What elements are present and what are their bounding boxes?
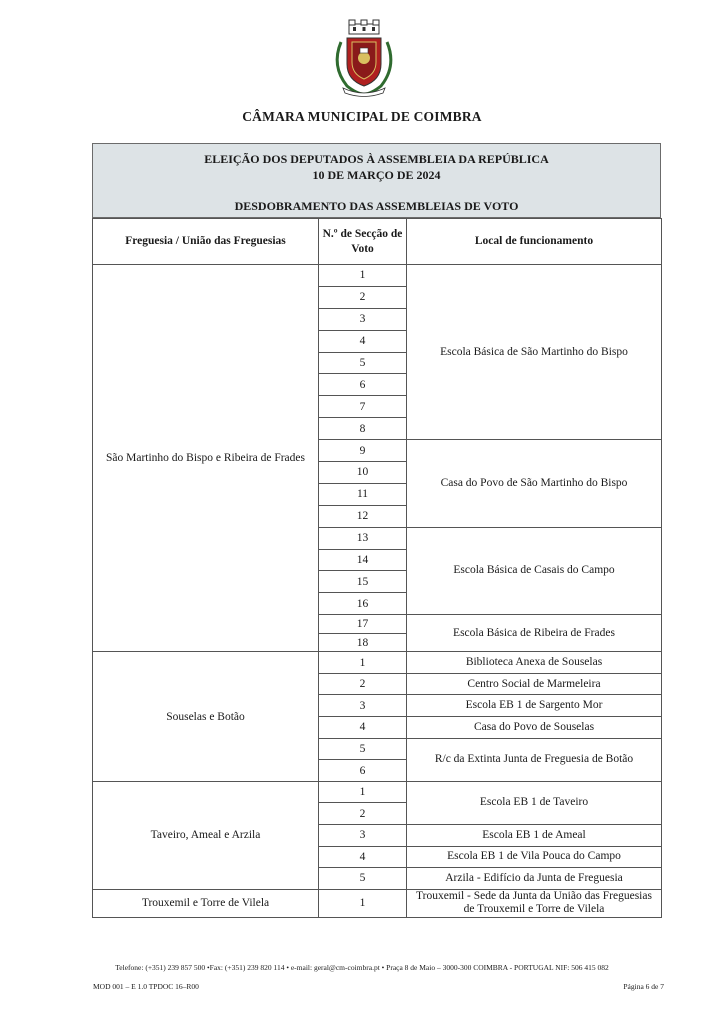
- section-number-cell: 18: [319, 633, 407, 652]
- freguesia-cell: Trouxemil e Torre de Vilela: [93, 889, 319, 917]
- column-header-freguesia: Freguesia / União das Freguesias: [93, 219, 319, 265]
- section-number-cell: 6: [319, 374, 407, 396]
- section-number-cell: 6: [319, 760, 407, 782]
- footer-contact: Telefone: (+351) 239 857 500 •Fax: (+351) 239 820 114 • e-mail: geral@cm-coimbra.pt • Praça 8 de Maio – 3000-300 COIMBRA - PORTUGAL NIF: 506 415 082: [115, 963, 609, 972]
- location-cell: R/c da Extinta Junta de Freguesia de Botão: [407, 738, 662, 781]
- polling-stations-table: [92, 218, 662, 918]
- section-number-cell: 1: [319, 652, 407, 674]
- table-body: [93, 265, 662, 918]
- freguesia-cell: São Martinho do Bispo e Ribeira de Frades: [93, 265, 319, 652]
- freguesia-cell: Souselas e Botão: [93, 652, 319, 782]
- section-number-cell: 1: [319, 265, 407, 287]
- section-number-cell: 12: [319, 505, 407, 527]
- section-number-cell: 1: [319, 889, 407, 917]
- location-cell: Escola Básica de Casais do Campo: [407, 527, 662, 615]
- section-number-cell: 10: [319, 462, 407, 484]
- column-header-local: Local de funcionamento: [407, 219, 662, 265]
- location-cell: Escola EB 1 de Taveiro: [407, 781, 662, 824]
- section-number-cell: 5: [319, 868, 407, 890]
- location-cell: Centro Social de Marmeleira: [407, 673, 662, 695]
- table-header-row: [93, 219, 662, 265]
- section-number-cell: 14: [319, 549, 407, 571]
- section-number-cell: 9: [319, 440, 407, 462]
- footer-model-code: MOD 001 – E 1.0 TPDOC 16–R00: [93, 982, 199, 991]
- location-cell: Escola Básica de São Martinho do Bispo: [407, 265, 662, 440]
- section-number-cell: 8: [319, 418, 407, 440]
- section-number-cell: 3: [319, 695, 407, 717]
- section-number-cell: 15: [319, 571, 407, 593]
- section-number-cell: 16: [319, 593, 407, 615]
- location-cell: Escola EB 1 de Ameal: [407, 825, 662, 847]
- location-cell: Casa do Povo de São Martinho do Bispo: [407, 440, 662, 528]
- location-cell: Biblioteca Anexa de Souselas: [407, 652, 662, 674]
- section-number-cell: 4: [319, 846, 407, 868]
- footer-page-number: Página 6 de 7: [623, 982, 664, 991]
- section-number-cell: 1: [319, 781, 407, 803]
- table-row: [93, 781, 662, 803]
- section-number-cell: 4: [319, 330, 407, 352]
- section-number-cell: 5: [319, 352, 407, 374]
- location-cell: Escola Básica de Ribeira de Frades: [407, 615, 662, 652]
- freguesia-cell: Taveiro, Ameal e Arzila: [93, 781, 319, 889]
- election-title: ELEIÇÃO DOS DEPUTADOS À ASSEMBLEIA DA REPÚBLICA: [204, 152, 549, 166]
- election-date: 10 DE MARÇO DE 2024: [312, 168, 441, 182]
- section-title: DESDOBRAMENTO DAS ASSEMBLEIAS DE VOTO: [234, 199, 519, 213]
- column-header-seccao: N.º de Secção de Voto: [319, 219, 407, 265]
- section-number-cell: 3: [319, 825, 407, 847]
- document-header-box: [92, 143, 661, 218]
- location-cell: Casa do Povo de Souselas: [407, 717, 662, 739]
- section-number-cell: 2: [319, 286, 407, 308]
- location-cell: Arzila - Edifício da Junta de Freguesia: [407, 868, 662, 890]
- section-number-cell: 11: [319, 483, 407, 505]
- section-number-cell: 4: [319, 717, 407, 739]
- location-cell: Escola EB 1 de Sargento Mor: [407, 695, 662, 717]
- table-row: [93, 652, 662, 674]
- location-cell: Trouxemil - Sede da Junta da União das Freguesias de Trouxemil e Torre de Vilela: [407, 889, 662, 917]
- section-number-cell: 2: [319, 673, 407, 695]
- organization-title: CÂMARA MUNICIPAL DE COIMBRA: [242, 109, 482, 124]
- section-number-cell: 7: [319, 396, 407, 418]
- table-row: [93, 889, 662, 917]
- section-number-cell: 2: [319, 803, 407, 825]
- section-number-cell: 5: [319, 738, 407, 760]
- section-number-cell: 13: [319, 527, 407, 549]
- coimbra-coat-of-arms-icon: [327, 18, 401, 98]
- location-cell: Escola EB 1 de Vila Pouca do Campo: [407, 846, 662, 868]
- section-number-cell: 3: [319, 308, 407, 330]
- section-number-cell: 17: [319, 615, 407, 634]
- table-row: [93, 265, 662, 287]
